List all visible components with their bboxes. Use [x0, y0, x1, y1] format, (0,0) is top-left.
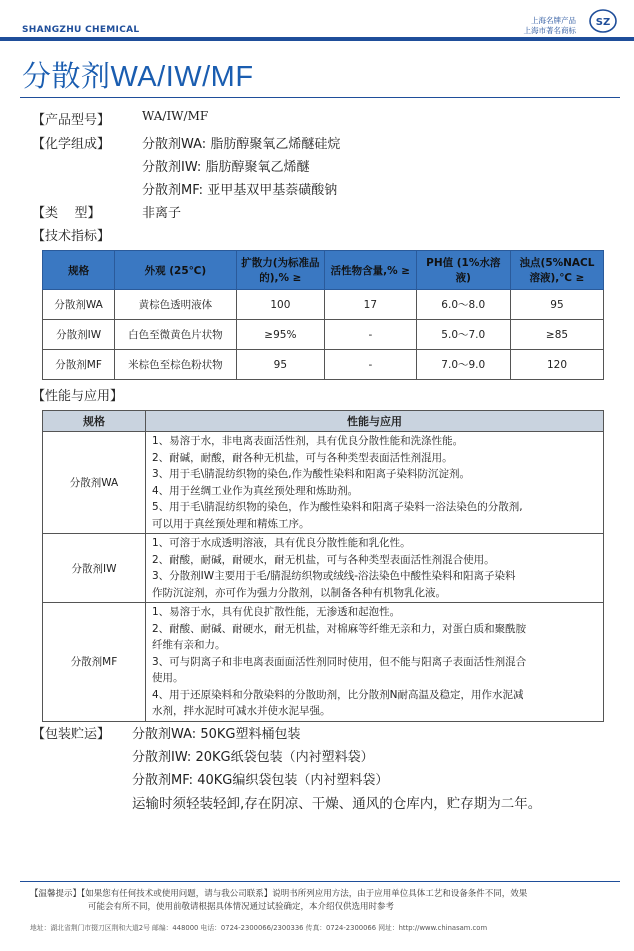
desc-line: 1、易溶于水，非电离表面活性剂，具有优良分散性能和洗涤性能。	[152, 435, 464, 447]
packaging-label: 【包装贮运】	[32, 727, 111, 742]
spec-header: 扩散力(为标准品的),% ≥	[236, 251, 325, 290]
table-cell: 白色至微黄色片状物	[115, 320, 236, 350]
table-cell: ≥85	[510, 320, 603, 350]
composition-label: 【化学组成】	[32, 137, 111, 152]
desc-line: 5、用于毛\腈混纺织物的染色，作为酸性染料和阳离子染料一浴法染色的分散剂,	[152, 501, 523, 513]
perf-header-row	[43, 411, 604, 432]
table-cell: 黄棕色透明液体	[115, 290, 236, 320]
spec-header: 浊点(5%NACL溶液),℃ ≥	[510, 251, 603, 290]
desc-line: 3、分散剂IW主要用于毛/腈混纺织物或绒线-浴法染色中酸性染料和阳离子染料	[152, 570, 516, 582]
spec-header-row	[43, 251, 604, 290]
footer-tip	[30, 888, 620, 914]
spec-header: PH值 (1%水溶液)	[416, 251, 510, 290]
table-row	[43, 534, 604, 603]
type-label: 【类 型】	[32, 206, 101, 221]
page-title: 分散剂WA/IW/MF	[22, 61, 254, 93]
desc-line: 水剂，拌水泥时可减水并使水泥早强。	[152, 705, 331, 717]
desc-line: 4、用于丝绸工业作为真丝预处理和炼助剂。	[152, 484, 359, 497]
product-description	[146, 534, 604, 603]
model-label: 【产品型号】	[32, 113, 111, 128]
tip-line-2: 可能会有所不同，使用前敬请根据具体情况通过试验确定，本介绍仅供选用时参考	[88, 902, 395, 912]
footer-divider	[20, 881, 620, 882]
logo-text: SZ	[595, 17, 611, 28]
tip-text: 【如果您有任何技术或使用问题，请与我公司联系】说明书所列应用方法，由于应用单位具体工艺和设备条件不同，效果	[81, 889, 528, 899]
model-value: WA/IW/MF	[142, 109, 209, 123]
desc-line: 3、用于毛\腈混纺织物的染色,作为酸性染料和阳离子染料防沉淀剂。	[152, 468, 471, 480]
composition-mf: 分散剂MF: 亚甲基双甲基萘磺酸钠	[142, 183, 338, 198]
spec-header: 规格	[43, 251, 115, 290]
perf-section-label: 【性能与应用】	[32, 389, 124, 404]
table-cell: 6.0～8.0	[416, 290, 510, 320]
table-cell: -	[325, 350, 416, 380]
slogan-line-2: 上海市著名商标	[523, 26, 576, 35]
desc-line: 可以用于真丝预处理和精炼工序。	[152, 517, 310, 530]
table-cell: 120	[510, 350, 603, 380]
spec-header: 活性物含量,% ≥	[325, 251, 416, 290]
table-cell: -	[325, 320, 416, 350]
table-cell: 95	[236, 350, 325, 380]
table-cell: 95	[510, 290, 603, 320]
desc-line: 1、易溶于水，具有优良扩散性能，无渗透和起泡性。	[152, 606, 401, 618]
desc-line: 2、耐碱，耐酸，耐各种无机盐，可与各种类型表面活性剂混用。	[152, 451, 453, 464]
table-cell: 7.0～9.0	[416, 350, 510, 380]
slogan	[524, 16, 577, 36]
type-value: 非离子	[142, 206, 182, 221]
desc-line: 作防沉淀剂，亦可作为强力分散剂，以制备各种有机物乳化液。	[152, 586, 446, 599]
brand-name: SHANGZHU CHEMICAL	[22, 25, 140, 35]
header-bar	[0, 37, 634, 41]
product-description	[146, 603, 604, 722]
table-cell: 100	[236, 290, 325, 320]
composition-iw: 分散剂IW: 脂肪醇聚氧乙烯醚	[142, 160, 310, 175]
table-cell: ≥95%	[236, 320, 325, 350]
product-name: 分散剂MF	[43, 603, 146, 722]
table-row	[43, 320, 604, 350]
tip-label: 【温馨提示】	[30, 889, 82, 899]
packaging-mf: 分散剂MF: 40KG编织袋包装（内衬塑料袋）	[132, 773, 389, 788]
table-row	[43, 350, 604, 380]
product-name: 分散剂WA	[43, 432, 146, 534]
composition-wa: 分散剂WA: 脂肪醇聚氧乙烯醚硅烷	[142, 137, 341, 152]
table-row	[43, 290, 604, 320]
table-cell: 分散剂MF	[43, 350, 115, 380]
spec-label: 【技术指标】	[32, 229, 111, 244]
table-cell: 分散剂IW	[43, 320, 115, 350]
product-name: 分散剂IW	[43, 534, 146, 603]
table-cell: 17	[325, 290, 416, 320]
company-logo-icon	[588, 8, 618, 36]
storage-note: 运输时须轻装轻卸,存在阴凉、干燥、通风的仓库内，贮存期为二年。	[132, 796, 542, 812]
table-row	[43, 603, 604, 722]
perf-header: 规格	[43, 411, 146, 432]
table-cell: 分散剂WA	[43, 290, 115, 320]
tip-line-1	[30, 888, 620, 901]
desc-line: 纤维有亲和力。	[152, 639, 226, 651]
packaging-iw: 分散剂IW: 20KG纸袋包装（内衬塑料袋）	[132, 750, 374, 765]
desc-line: 4、用于还原染料和分散染料的分散助剂，比分散剂N耐高温及稳定，用作水泥减	[152, 688, 524, 701]
spec-header: 外观 (25℃)	[115, 251, 236, 290]
spec-table	[42, 250, 604, 380]
desc-line: 1、可溶于水成透明溶液，具有优良分散性能和乳化性。	[152, 537, 411, 549]
packaging-wa: 分散剂WA: 50KG塑料桶包装	[132, 727, 301, 742]
desc-line: 2、耐酸、耐碱、耐硬水，耐无机盐，对棉麻等纤维无亲和力，对蛋白质和聚酰胺	[152, 622, 527, 635]
desc-line: 使用。	[152, 672, 184, 684]
table-row	[43, 432, 604, 534]
table-cell: 5.0～7.0	[416, 320, 510, 350]
table-cell: 米棕色至棕色粉状物	[115, 350, 236, 380]
slogan-line-1: 上海名牌产品	[531, 16, 576, 25]
desc-line: 2、耐酸，耐碱，耐硬水，耐无机盐，可与各种类型表面活性剂混合使用。	[152, 553, 495, 566]
product-description	[146, 432, 604, 534]
contact-info: 地址：湖北省荆门市掇刀区荆和大道2号 邮编：448000 电话：0724-2300066/2300336 传真：0724-2300066 网址：http://www.chinasam.com	[30, 924, 488, 932]
title-divider	[20, 97, 620, 98]
perf-header: 性能与应用	[146, 411, 604, 432]
perf-table	[42, 410, 604, 722]
desc-line: 3、可与阴离子和非电离表面面活性剂同时使用，但不能与阳离子表面活性剂混合	[152, 655, 527, 668]
